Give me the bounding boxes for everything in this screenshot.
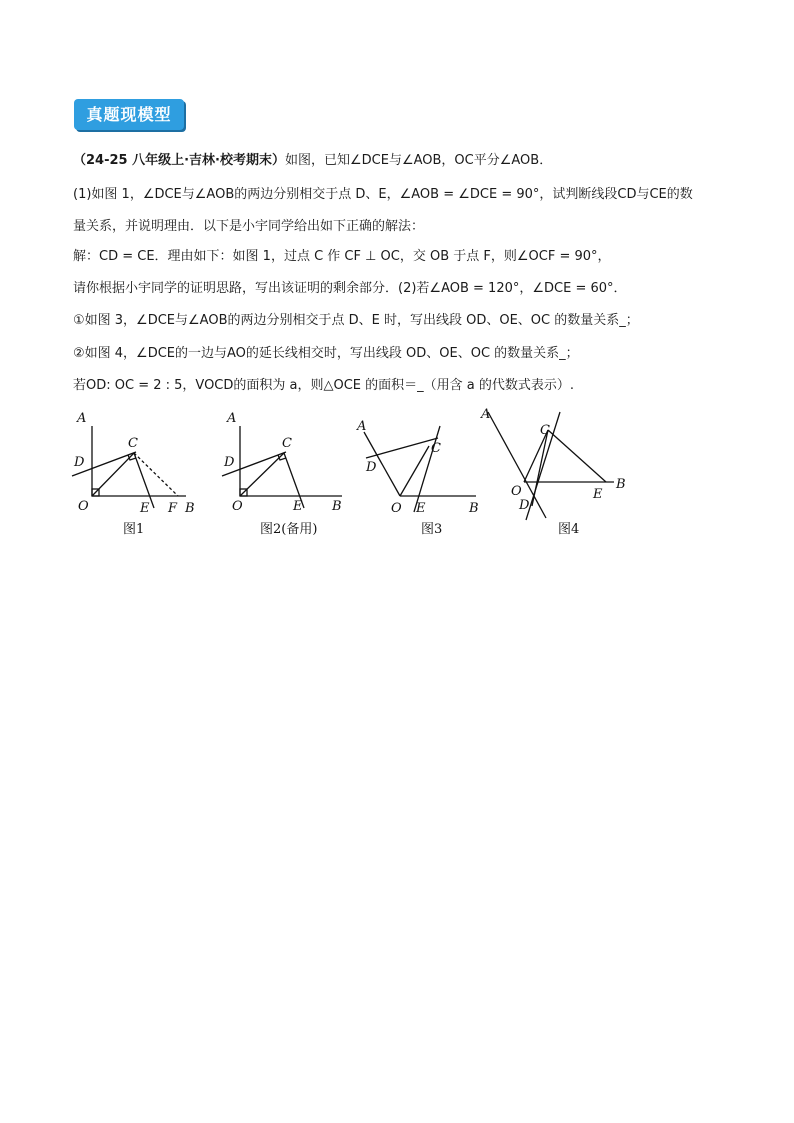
fig4-line-ao-extended — [488, 412, 546, 518]
part1-line-b: 量关系，并说明理由．以下是小宇同学给出如下正确的解法： — [73, 219, 425, 234]
question-3-line: 若OD: OC = 2 : 5，VOCD的面积为 a，则△OCE 的面积＝_（用含 a 的代数式表示）. — [73, 378, 575, 393]
problem-intro: 如图，已知∠DCE与∠AOB，OC平分∠AOB． — [284, 153, 553, 168]
problem-intro-line — [73, 152, 552, 170]
fig1-label-o: O — [78, 499, 89, 514]
fig2-label-o: O — [232, 499, 243, 514]
solution-line: 解：CD = CE．理由如下：如图 1，过点 C 作 CF ⊥ OC，交 OB 于点 F，则∠OCF = 90°， — [73, 249, 611, 264]
figure-3-diagram — [364, 426, 476, 512]
fig2-label-e: E — [293, 499, 303, 514]
fig4-label-d: D — [519, 498, 530, 513]
fig4-label-o: O — [511, 484, 522, 499]
fig3-label-c: C — [431, 441, 441, 456]
fig1-caption: 图1 — [123, 522, 145, 537]
fig1-dashed-cf — [134, 453, 178, 496]
fig3-segment-oc — [400, 446, 429, 496]
fig4-caption: 图4 — [558, 522, 580, 537]
fig2-label-d: D — [224, 455, 235, 470]
part1-line-a: (1)如图 1，∠DCE与∠AOB的两边分别相交于点 D、E，∠AOB = ∠DCE = 90°，试判断线段CD与CE的数 — [73, 187, 693, 202]
fig3-label-b: B — [469, 501, 479, 516]
section-badge — [74, 99, 184, 130]
fig3-label-a: A — [357, 419, 367, 434]
fig1-label-d: D — [74, 455, 85, 470]
fig2-caption: 图2(备用) — [260, 522, 318, 537]
fig3-label-d: D — [366, 460, 377, 475]
fig4-label-e: E — [593, 487, 603, 502]
fig4-label-a: A — [481, 407, 491, 422]
fig1-label-c: C — [128, 436, 138, 451]
part2-lead-line: 请你根据小宇同学的证明思路，写出该证明的剩余部分．(2)若∠AOB = 120°，∠DCE = 60°． — [73, 281, 627, 296]
fig3-caption: 图3 — [421, 522, 443, 537]
fig4-segment-ce — [548, 430, 606, 482]
figure-4-diagram — [488, 412, 614, 520]
fig4-label-c: C — [540, 423, 550, 438]
fig3-line-ce — [414, 426, 440, 512]
fig4-label-b: B — [616, 477, 626, 492]
fig1-line-ce — [134, 453, 154, 508]
fig1-label-f: F — [168, 501, 178, 516]
fig1-label-a: A — [77, 411, 87, 426]
section-badge-label: 真题现模型 — [86, 105, 172, 124]
fig3-label-o: O — [391, 501, 402, 516]
figures-svg — [64, 402, 644, 542]
fig1-label-e: E — [140, 501, 150, 516]
fig2-label-c: C — [282, 436, 292, 451]
figures-row — [64, 402, 644, 542]
fig2-label-b: B — [332, 499, 342, 514]
fig3-label-e: E — [416, 501, 426, 516]
question-1-line: ①如图 3，∠DCE与∠AOB的两边分别相交于点 D、E 时，写出线段 OD、OE、OC 的数量关系_； — [73, 313, 639, 328]
fig2-label-a: A — [227, 411, 237, 426]
problem-source: （24-25 八年级上·吉林·校考期末） — [73, 153, 285, 168]
question-2-line: ②如图 4，∠DCE的一边与AO的延长线相交时，写出线段 OD、OE、OC 的数量关系_； — [73, 346, 579, 361]
fig1-label-b: B — [185, 501, 195, 516]
